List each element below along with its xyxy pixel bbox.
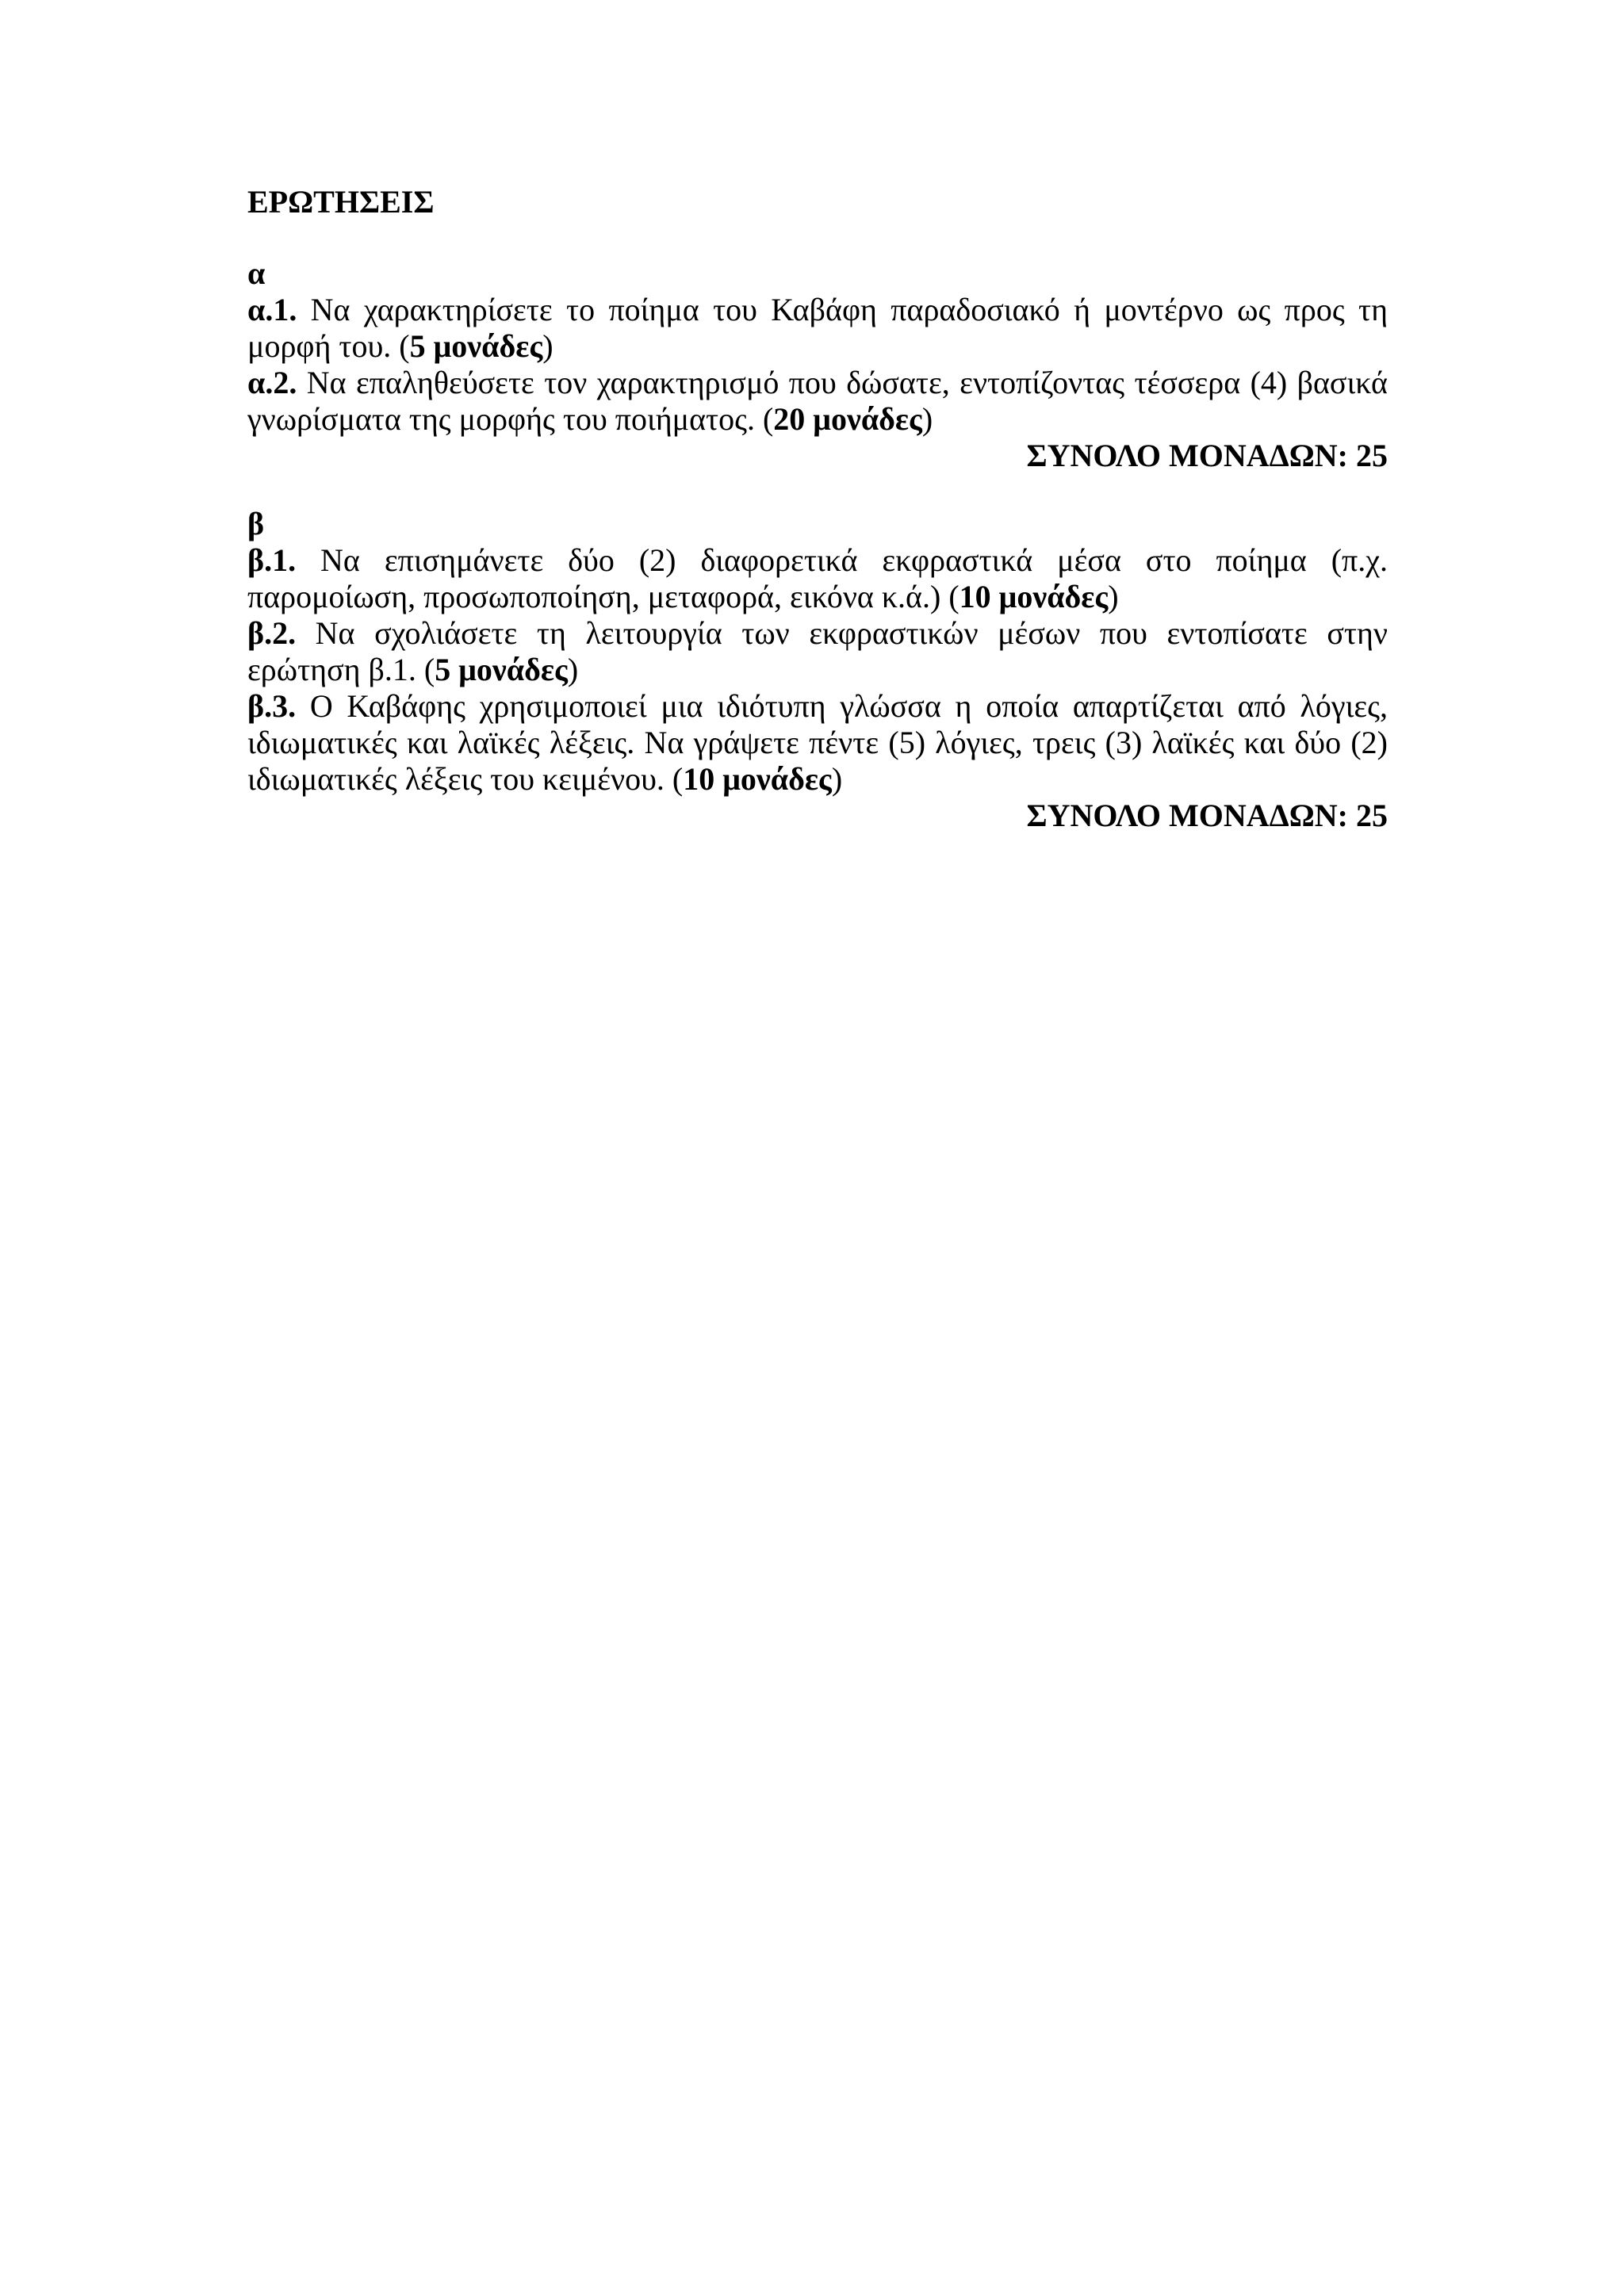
question-text-end: ) [542, 328, 553, 364]
question-text-end: ) [1108, 579, 1119, 614]
document-page [247, 184, 1388, 834]
question-text: Ο Καβάφης χρησιμοποιεί μια ιδιότυπη γλώσσα η οποία απαρτίζεται από λόγιες, ιδιωματικές και λαϊκές λέξεις. Να γράψετε πέντε (5) λόγιες, τρεις (3) λαϊκές και δύο (2) ιδιωματικές λέξεις του κειμένου. ( [247, 688, 1388, 797]
question-points: 5 μονάδες [435, 652, 568, 687]
question-b1 [247, 542, 1388, 615]
question-points: 5 μονάδες [409, 328, 543, 364]
question-number: α.2. [247, 365, 297, 400]
question-points: 10 μονάδες [959, 579, 1109, 614]
question-text: Να επαληθεύσετε τον χαρακτηρισμό που δώσατε, εντοπίζοντας τέσσερα (4) βασικά γνωρίσματα της μορφής του ποιήματος. ( [247, 365, 1388, 437]
section-a [247, 255, 1388, 474]
section-total: ΣΥΝΟΛΟ ΜΟΝΑΔΩΝ: 25 [1026, 438, 1388, 473]
question-number: β.3. [247, 688, 297, 724]
question-b3 [247, 688, 1388, 798]
question-b2 [247, 615, 1388, 688]
page-title: ΕΡΩΤΗΣΕΙΣ [247, 184, 435, 220]
question-points: 20 μονάδες [773, 401, 922, 437]
question-text-end: ) [921, 401, 933, 437]
question-points: 10 μονάδες [683, 761, 832, 797]
question-text: Να επισημάνετε δύο (2) διαφορετικά εκφραστικά μέσα στο ποίημα (π.χ. παρομοίωση, προσωποποίηση, μεταφορά, εικόνα κ.ά.) ( [247, 542, 1388, 614]
question-text-end: ) [831, 761, 843, 797]
section-total: ΣΥΝΟΛΟ ΜΟΝΑΔΩΝ: 25 [1026, 798, 1388, 833]
question-number: β.2. [247, 615, 297, 651]
section-b [247, 506, 1388, 834]
question-a1 [247, 292, 1388, 365]
question-number: α.1. [247, 292, 297, 327]
section-letter: β [247, 506, 265, 541]
question-number: β.1. [247, 542, 297, 578]
question-text-end: ) [567, 652, 579, 687]
question-a2 [247, 365, 1388, 438]
question-text: Να σχολιάσετε τη λειτουργία των εκφραστικών μέσων που εντοπίσατε στην ερώτηση β.1. ( [247, 615, 1388, 687]
question-text: Να χαρακτηρίσετε το ποίημα του Καβάφη παραδοσιακό ή μοντέρνο ως προς τη μορφή του. ( [247, 292, 1388, 364]
section-letter: α [247, 255, 266, 291]
